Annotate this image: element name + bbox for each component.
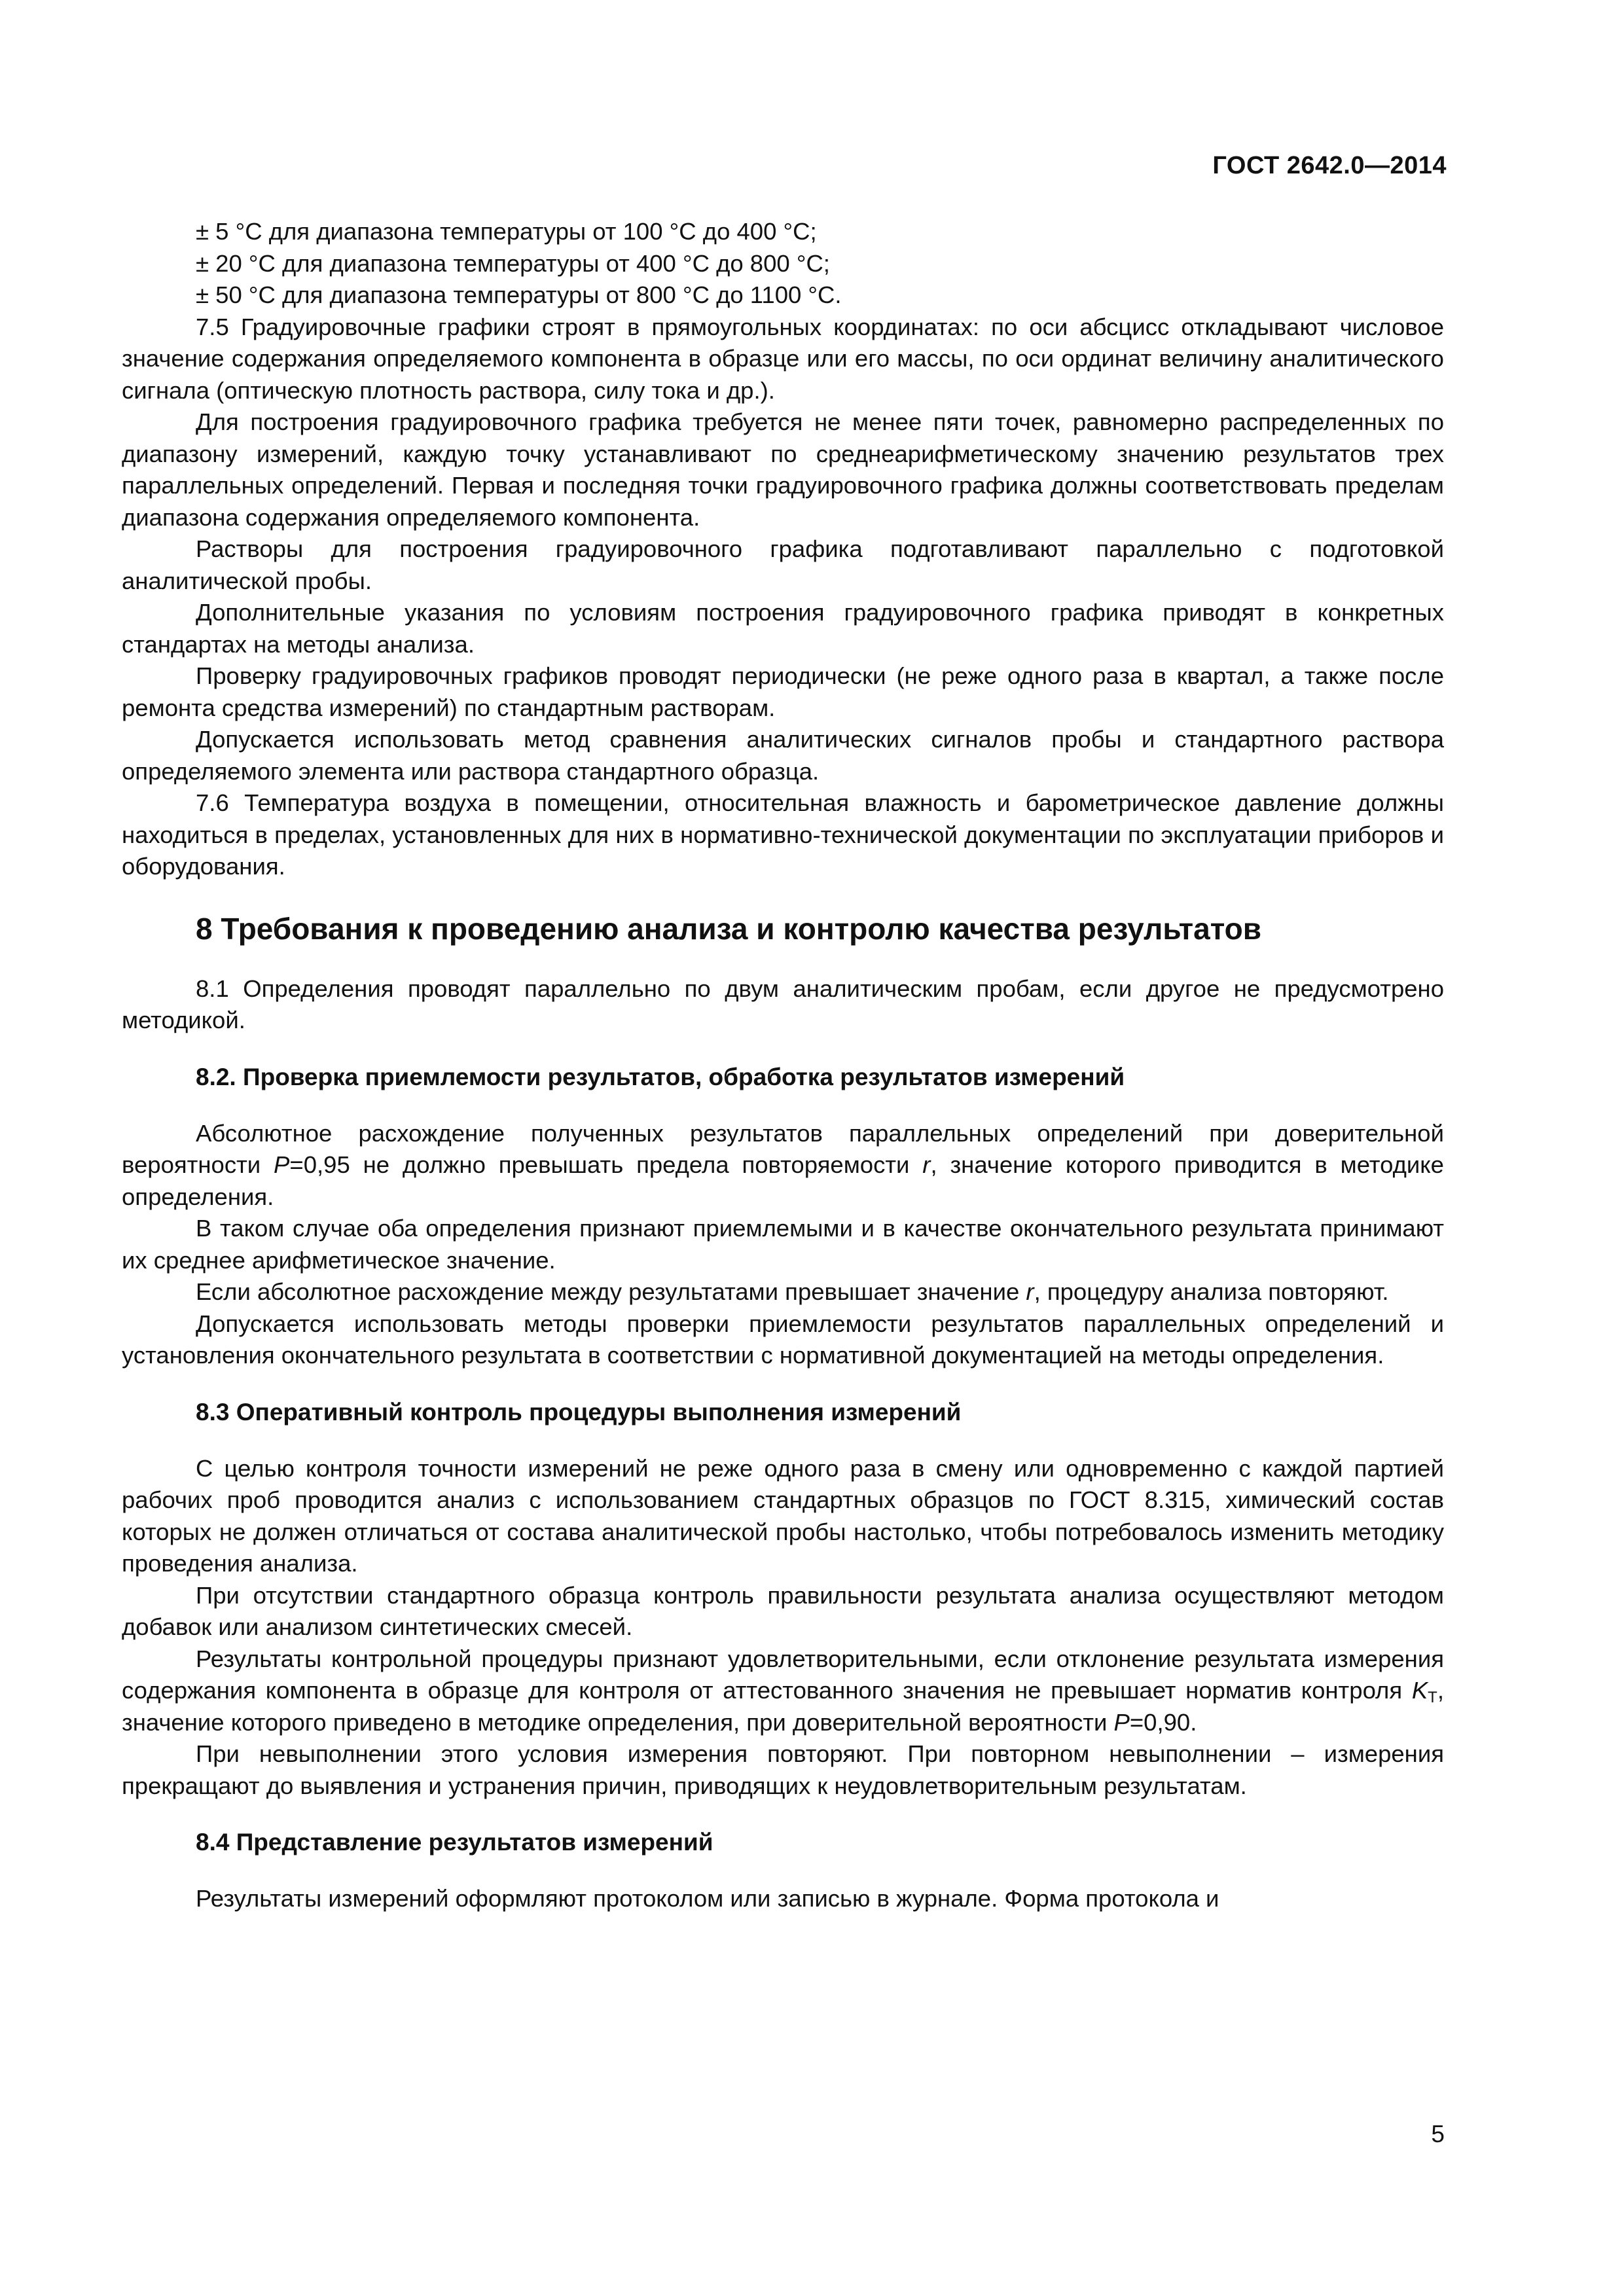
document-code: ГОСТ 2642.0—2014: [1212, 152, 1447, 179]
paragraph: Допускается использовать методы проверки приемлемости результатов параллельных определений и установления окончательного результата в соответствии с нормативной документацией на методы определения.: [122, 1310, 1444, 1369]
text-run: , процедуру анализа повторяют.: [1034, 1278, 1389, 1305]
italic-symbol: P: [1113, 1708, 1130, 1736]
page-number: 5: [1431, 2121, 1445, 2147]
document-body: [122, 216, 1444, 1915]
italic-symbol: r: [922, 1151, 931, 1178]
text-run: =0,95 не должно превышать предела повторяемости: [289, 1151, 923, 1178]
subscript: Т: [1428, 1689, 1437, 1706]
italic-symbol: P: [274, 1151, 290, 1178]
paragraph-7-5: 7.5 Градуировочные графики строят в прямоугольных координатах: по оси абсцисс откладывают числовое значение содержания определяемого компонента в образце или его массы, по оси ординат величину аналитического сигнала (оптическую плотность раствора, силу тока и др.).: [122, 313, 1444, 404]
paragraph: Допускается использовать метод сравнения аналитических сигналов пробы и стандартного раствора определяемого элемента или раствора стандартного образца.: [122, 726, 1444, 785]
section-heading-8: 8 Требования к проведению анализа и контролю качества результатов: [196, 911, 1262, 946]
text-run: Результаты контрольной процедуры признают удовлетворительными, если отклонение результата измерения содержания компонента в образце для контроля от аттестованного значения не превышает норматив контроля: [122, 1645, 1444, 1704]
paragraph: Для построения градуировочного графика требуется не менее пяти точек, равномерно распределенных по диапазону измерений, каждую точку устанавливают по среднеарифметическому значению результатов трех параллельных определений. Первая и последняя точки градуировочного графика должны соответствовать пределам диапазона содержания определяемого компонента.: [122, 408, 1444, 531]
paragraph: [122, 1643, 1444, 1739]
subsection-heading-8-3: 8.3 Оперативный контроль процедуры выполнения измерений: [196, 1398, 962, 1426]
paragraph: [122, 1276, 1444, 1308]
paragraph-8-1: 8.1 Определения проводят параллельно по двум аналитическим пробам, если другое не предусмотрено методикой.: [122, 975, 1444, 1033]
paragraph: Дополнительные указания по условиям построения градуировочного графика приводят в конкретных стандартах на методы анализа.: [122, 599, 1444, 658]
paragraph: Результаты измерений оформляют протоколом или записью в журнале. Форма протокола и: [196, 1885, 1219, 1912]
paragraph: При невыполнении этого условия измерения повторяют. При повторном невыполнении – измерения прекращают до выявления и устранения причин, приводящих к неудовлетворительным результатам.: [122, 1740, 1444, 1799]
text-run: , значение которого приведено в методике определения, при доверительной вероятности: [122, 1677, 1444, 1736]
paragraph: ± 50 °С для диапазона температуры от 800 °С до 1100 °С.: [196, 281, 842, 308]
paragraph: При отсутствии стандартного образца контроль правильности результата анализа осуществляют методом добавок или анализом синтетических смесей.: [122, 1581, 1444, 1640]
paragraph: С целью контроля точности измерений не реже одного раза в смену или одновременно с каждой партией рабочих проб проводится анализ с использованием стандартных образцов по ГОСТ 8.315, химический состав которых не должен отличаться от состава аналитической пробы настолько, чтобы потребовалось изменить методику проведения анализа.: [122, 1454, 1444, 1577]
text-run: Абсолютное расхождение полученных результатов параллельных определений при доверительной вероятности: [122, 1119, 1444, 1178]
text-run: Если абсолютное расхождение между результатами превышает значение: [196, 1278, 1026, 1305]
paragraph-7-6: 7.6 Температура воздуха в помещении, относительная влажность и барометрическое давление должны находиться в пределах, установленных для них в нормативно-технической документации по эксплуатации приборов и оборудования.: [122, 789, 1444, 880]
paragraph: Проверку градуировочных графиков проводят периодически (не реже одного раза в квартал, а также после ремонта средства измерений) по стандартным растворам.: [122, 662, 1444, 721]
paragraph: В таком случае оба определения признают приемлемыми и в качестве окончательного результата принимают их среднее арифметическое значение.: [122, 1215, 1444, 1274]
subsection-heading-8-2: 8.2. Проверка приемлемости результатов, обработка результатов измерений: [196, 1063, 1125, 1090]
paragraph: ± 5 °С для диапазона температуры от 100 °С до 400 °С;: [196, 218, 817, 245]
paragraph: ± 20 °С для диапазона температуры от 400 °С до 800 °С;: [196, 249, 830, 277]
subsection-heading-8-4: 8.4 Представление результатов измерений: [196, 1829, 713, 1856]
paragraph: Растворы для построения градуировочного графика подготавливают параллельно с подготовкой аналитической пробы.: [122, 535, 1444, 594]
italic-symbol: r: [1026, 1278, 1034, 1305]
paragraph: [122, 1118, 1444, 1213]
text-run: =0,90.: [1129, 1708, 1197, 1736]
italic-symbol: K: [1411, 1677, 1428, 1704]
text-run: , значение которого приводится в методике определения.: [122, 1151, 1444, 1210]
